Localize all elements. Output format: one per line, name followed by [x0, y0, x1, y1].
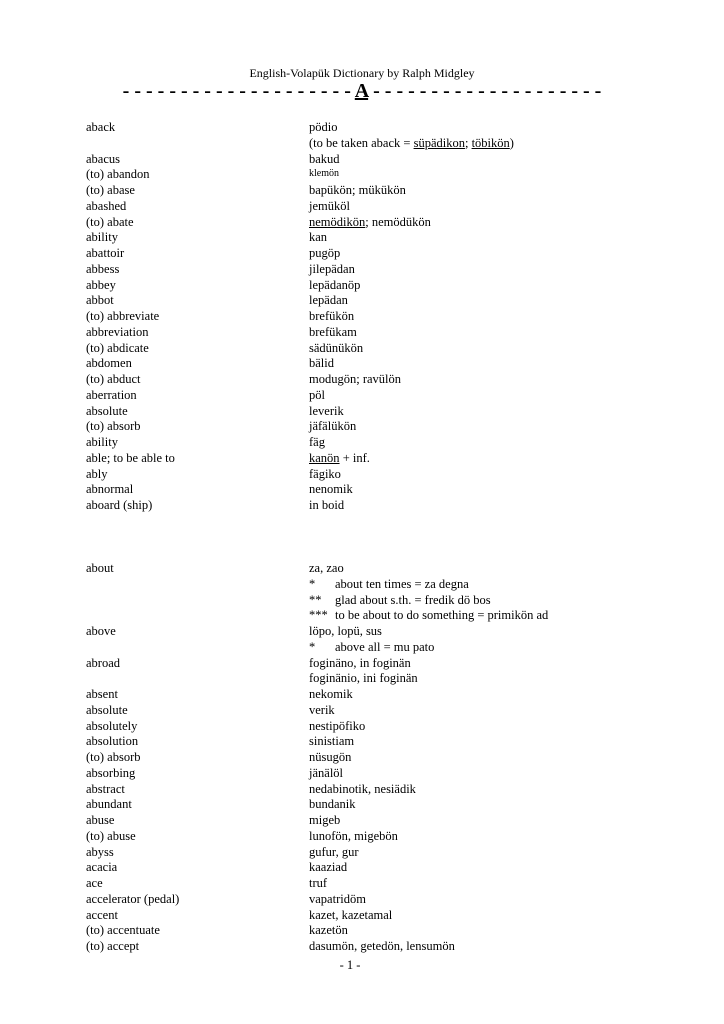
volapuk-translation: bakud	[309, 151, 340, 166]
english-term: (to) abate	[86, 214, 134, 229]
english-term: absolution	[86, 734, 139, 749]
dashes-left: - - - - - - - - - - - - - - - - - - - -	[122, 80, 351, 102]
volapuk-translation	[309, 639, 434, 655]
volapuk-translation	[309, 607, 548, 623]
english-term: abyss	[86, 844, 114, 859]
volapuk-translation: jänälöl	[309, 765, 344, 780]
english-term: ability	[86, 230, 118, 245]
volapuk-translation: nenomik	[309, 482, 353, 497]
example-text: above all = mu pato	[335, 639, 435, 654]
translation-part: ; nemödükön	[365, 214, 431, 229]
english-term: (to) absorb	[86, 419, 141, 434]
volapuk-translation: truf	[309, 876, 328, 890]
english-term: aberration	[86, 387, 137, 402]
english-term: ably	[86, 466, 108, 481]
example-marker: ***	[309, 608, 328, 623]
english-term: abuse	[86, 813, 115, 827]
volapuk-translation: nedabinotik, nesiädik	[309, 781, 416, 796]
english-term: ace	[86, 876, 103, 890]
volapuk-translation: bälid	[309, 356, 334, 371]
english-term: accent	[86, 907, 118, 922]
english-term: (to) absorb	[86, 750, 141, 764]
volapuk-translation: leverik	[309, 403, 344, 418]
volapuk-translation	[309, 592, 491, 608]
volapuk-translation: dasumön, getedön, lensumön	[309, 939, 455, 953]
volapuk-translation: klemön	[309, 168, 339, 180]
english-term: abashed	[86, 198, 127, 213]
volapuk-translation: za, zao	[309, 561, 344, 575]
volapuk-translation: modugön; ravülön	[309, 372, 402, 386]
example-marker: *	[309, 639, 316, 654]
english-term: above	[86, 624, 116, 638]
english-term: able; to be able to	[86, 450, 175, 465]
english-term: abbey	[86, 277, 116, 292]
example-marker: *	[309, 576, 316, 591]
page-header: English-Volapük Dictionary by Ralph Midgley	[249, 66, 475, 80]
english-term: about	[86, 561, 114, 575]
english-term: (to) abase	[86, 183, 135, 197]
volapuk-translation: pugöp	[309, 246, 341, 260]
english-term: abnormal	[86, 482, 134, 497]
english-term: absolute	[86, 403, 128, 418]
volapuk-translation: migeb	[309, 813, 341, 827]
english-term: (to) abdicate	[86, 340, 149, 355]
volapuk-translation: kan	[309, 230, 328, 245]
english-term: abattoir	[86, 246, 125, 260]
volapuk-translation: jilepädan	[309, 261, 355, 276]
example-marker: **	[309, 592, 322, 607]
english-term: absolutely	[86, 718, 138, 733]
volapuk-translation: in boid	[309, 498, 345, 512]
underlined-term: töbikön	[471, 135, 510, 150]
volapuk-translation: lunofön, migebön	[309, 828, 398, 843]
english-term: abdomen	[86, 356, 132, 371]
english-term: (to) abduct	[86, 372, 141, 386]
page-number: - 1 -	[339, 958, 361, 972]
underlined-term: kanön	[309, 450, 340, 465]
volapuk-translation: kaaziad	[309, 860, 348, 875]
translation-part: (to be taken aback =	[309, 135, 414, 150]
volapuk-translation	[309, 576, 469, 592]
volapuk-translation: jemüköl	[309, 198, 350, 213]
volapuk-translation	[309, 450, 370, 466]
volapuk-translation: lepädan	[309, 293, 348, 308]
volapuk-translation: nekomik	[309, 687, 353, 701]
english-term: (to) abbreviate	[86, 309, 160, 323]
english-term: abbess	[86, 261, 120, 276]
example-text: to be about to do something = primikön ad	[335, 608, 549, 623]
english-term: aboard (ship)	[86, 498, 153, 512]
volapuk-translation: pödio	[309, 120, 338, 134]
section-letter: A	[354, 80, 369, 102]
volapuk-translation: verik	[309, 702, 335, 717]
english-term: ability	[86, 435, 118, 449]
example-text: glad about s.th. = fredik dö bos	[335, 592, 491, 607]
english-term: aback	[86, 120, 116, 134]
volapuk-translation: gufur, gur	[309, 844, 359, 859]
english-term: accelerator (pedal)	[86, 891, 180, 906]
volapuk-translation: foginänio, ini foginän	[309, 671, 418, 686]
english-term: absent	[86, 687, 118, 701]
english-term: abroad	[86, 655, 121, 670]
english-term: (to) accentuate	[86, 923, 160, 938]
volapuk-translation: fägiko	[309, 466, 341, 481]
underlined-term: nemödikön	[309, 214, 366, 229]
volapuk-translation: pöl	[309, 387, 325, 402]
volapuk-translation: bapükön; mükükön	[309, 183, 406, 197]
english-term: absorbing	[86, 765, 136, 780]
english-term: abbot	[86, 293, 114, 308]
volapuk-translation: nüsugön	[309, 750, 352, 764]
english-term: (to) abandon	[86, 167, 150, 182]
volapuk-translation: fäg	[309, 435, 325, 449]
volapuk-translation	[309, 135, 514, 151]
dashes-right: - - - - - - - - - - - - - - - - - - - -	[373, 80, 602, 102]
volapuk-translation: foginäno, in foginän	[309, 655, 411, 670]
english-term: absolute	[86, 702, 128, 717]
english-term: abacus	[86, 151, 121, 166]
english-term: acacia	[86, 860, 118, 875]
volapuk-translation: bundanik	[309, 797, 356, 812]
volapuk-translation: brefükön	[309, 309, 355, 323]
volapuk-translation: nestipöfiko	[309, 718, 366, 733]
volapuk-translation: jäfälükön	[309, 419, 357, 434]
volapuk-translation: sädünükön	[309, 340, 364, 355]
volapuk-translation: kazet, kazetamal	[309, 907, 393, 922]
volapuk-translation: löpo, lopü, sus	[309, 624, 382, 638]
english-term: abstract	[86, 781, 125, 796]
volapuk-translation: sinistiam	[309, 734, 355, 749]
translation-part: )	[509, 135, 514, 150]
underlined-term: süpädikon	[413, 135, 465, 150]
translation-part: ;	[464, 135, 472, 150]
translation-part: + inf.	[339, 450, 370, 465]
example-text: about ten times = za degna	[335, 576, 469, 591]
volapuk-translation: vapatridöm	[309, 891, 366, 906]
english-term: (to) accept	[86, 939, 140, 953]
english-term: abundant	[86, 797, 132, 812]
english-term: (to) abuse	[86, 828, 136, 843]
volapuk-translation: kazetön	[309, 923, 348, 938]
volapuk-translation: brefükam	[309, 324, 357, 339]
volapuk-translation: lepädanöp	[309, 277, 361, 292]
english-term: abbreviation	[86, 324, 149, 339]
volapuk-translation	[309, 214, 431, 230]
